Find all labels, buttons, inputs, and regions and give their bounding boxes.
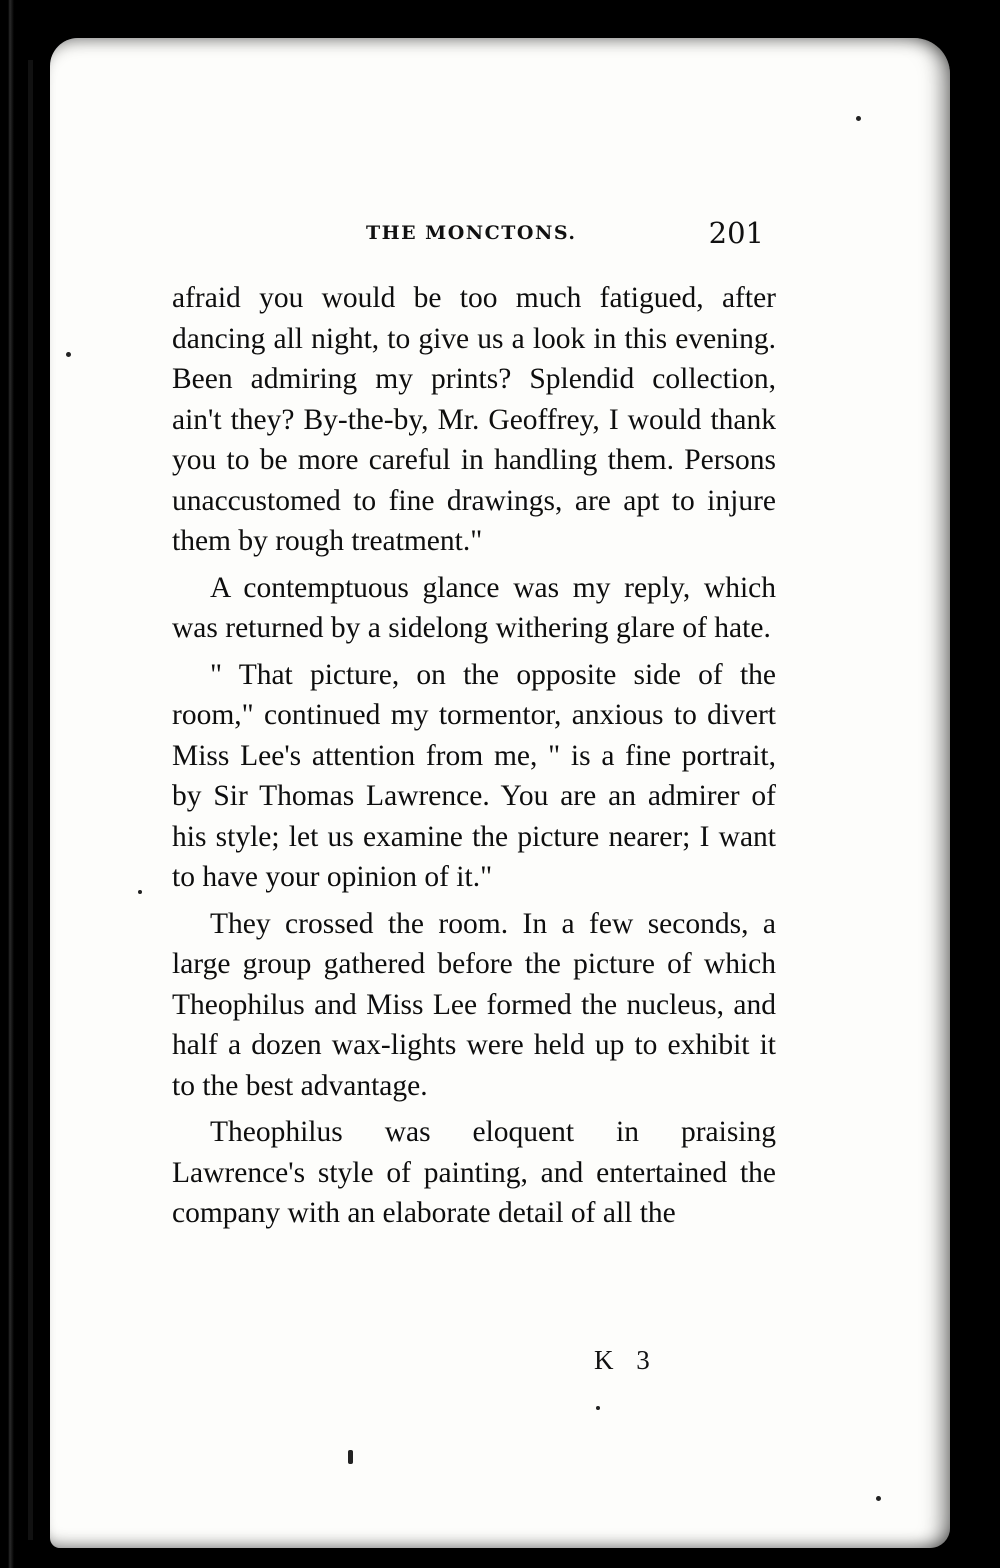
scan-speck	[66, 352, 71, 357]
page-number: 201	[708, 216, 764, 250]
scan-speck	[876, 1496, 881, 1501]
scan-left-margin	[0, 0, 50, 1568]
paragraph-5: Theophilus was eloquent in praising Lawrence's style of painting, and entertained the company with an elaborate detail of all the	[172, 1116, 776, 1229]
scan-speck	[138, 890, 142, 894]
signature-mark: K 3	[594, 1345, 658, 1375]
body-text	[172, 278, 776, 1234]
binding-edge	[28, 60, 33, 1540]
scan-speck	[348, 1450, 353, 1464]
paragraph-4: They crossed the room. In a few seconds, a large group gathered before the picture of which Theophilus and Miss Lee formed the nucleus, and half a dozen wax-lights were held up to exhibit it to the best advantage.	[172, 907, 776, 1102]
scan-speck	[856, 116, 861, 121]
paragraph-2: A contemptuous glance was my reply, which was returned by a sidelong withering glare of hate.	[172, 571, 776, 644]
running-head-title: THE MONCTONS.	[366, 222, 577, 244]
scan-speck	[596, 1406, 600, 1410]
running-head	[170, 216, 770, 256]
paragraph-3: " That picture, on the opposite side of the room," continued my tormentor, anxious to divert Miss Lee's attention from me, " is a fine portrait, by Sir Thomas Lawrence. You are an admirer of his style; let us examine the picture nearer; I want to have your opinion of it."	[172, 658, 776, 893]
paragraph-1: afraid you would be too much fatigued, after dancing all night, to give us a look in this evening. Been admiring my prints? Splendid collection, ain't they? By-the-by, Mr. Geoffrey, I would thank you to be more careful in handling them. Persons unaccustomed to fine drawings, are apt to injure them by rough treatment."	[172, 282, 776, 557]
